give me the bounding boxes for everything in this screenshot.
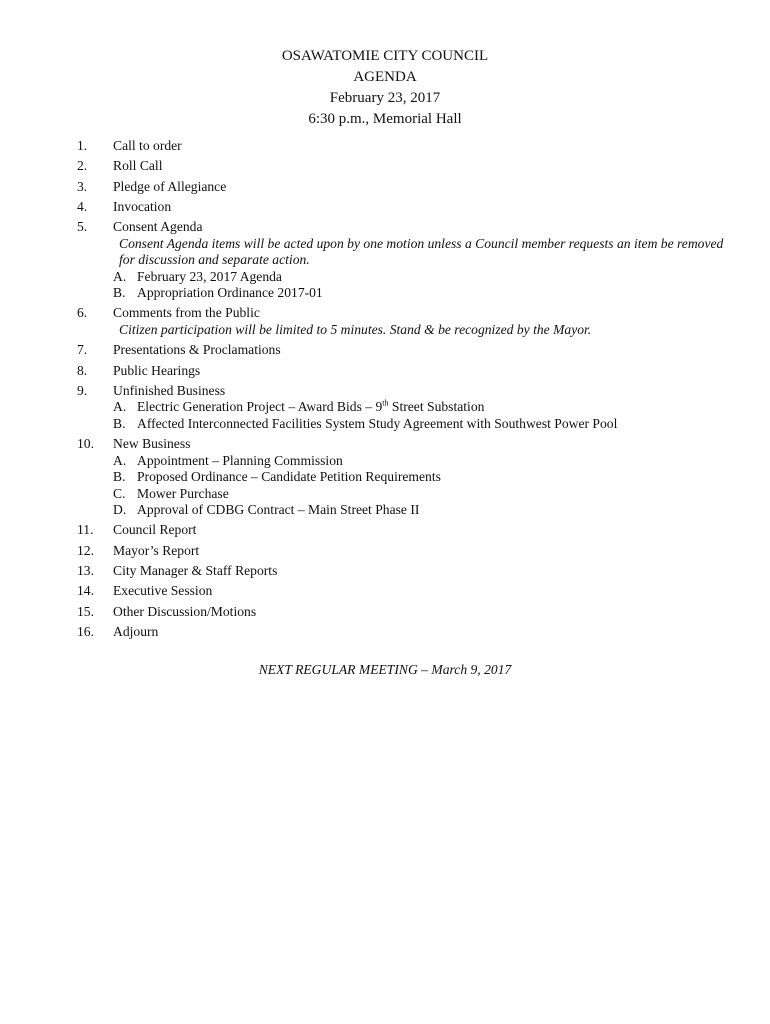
agenda-item-label: Executive Session — [113, 583, 213, 599]
agenda-list — [77, 138, 727, 644]
agenda-item-label: Adjourn — [113, 623, 159, 639]
agenda-item-label: Consent Agenda — [113, 219, 203, 235]
document-title: AGENDA — [353, 69, 417, 85]
agenda-item-label: New Business — [113, 436, 191, 452]
agenda-item-number: 9. — [77, 382, 88, 398]
agenda-item-number: 4. — [77, 198, 88, 214]
agenda-header — [0, 46, 770, 130]
agenda-item-label: Call to order — [113, 138, 182, 153]
agenda-subitem — [113, 416, 727, 433]
agenda-item-number: 5. — [77, 219, 88, 235]
agenda-subitem-text: Affected Interconnected Facilities System Study Agreement with Southwest Power Pool — [137, 415, 618, 431]
agenda-item — [77, 563, 727, 580]
agenda-item-label: Public Hearings — [113, 362, 201, 378]
agenda-item-label: City Manager & Staff Reports — [113, 563, 278, 579]
agenda-subitem-letter: C. — [113, 485, 126, 501]
agenda-item-label: Comments from the Public — [113, 305, 260, 321]
agenda-subitem — [113, 502, 727, 519]
agenda-subitem-text: February 23, 2017 Agenda — [137, 268, 282, 284]
agenda-item-number: 1. — [77, 138, 88, 153]
agenda-item-number: 16. — [77, 623, 94, 639]
agenda-subitem-text: Appropriation Ordinance 2017-01 — [137, 285, 323, 301]
agenda-subitem — [113, 285, 727, 302]
agenda-item — [77, 305, 727, 338]
agenda-subitem-letter: A. — [113, 268, 127, 284]
agenda-subitem-text: Approval of CDBG Contract – Main Street Phase II — [137, 502, 420, 518]
meeting-date: February 23, 2017 — [329, 90, 441, 106]
agenda-item — [77, 522, 727, 539]
agenda-item-number: 8. — [77, 362, 88, 378]
council-name: OSAWATOMIE CITY COUNCIL — [281, 48, 489, 64]
agenda-item-number: 3. — [77, 178, 88, 194]
agenda-subitem — [113, 269, 727, 286]
agenda-item — [77, 179, 727, 196]
agenda-subitem-text-after: Street Substation — [388, 399, 485, 415]
agenda-item-label: Other Discussion/Motions — [113, 603, 257, 619]
agenda-item-number: 6. — [77, 305, 88, 321]
agenda-item-number: 13. — [77, 563, 94, 579]
agenda-subitem-letter: A. — [113, 399, 127, 415]
agenda-item-number: 11. — [77, 522, 94, 538]
agenda-subitem — [113, 486, 727, 503]
agenda-item — [77, 199, 727, 216]
agenda-item — [77, 604, 727, 621]
agenda-subitem-text: Proposed Ordinance – Candidate Petition Requirements — [137, 469, 441, 485]
agenda-subitem-text: Mower Purchase — [137, 485, 229, 501]
agenda-item — [77, 436, 727, 519]
agenda-item-label: Council Report — [113, 522, 197, 538]
agenda-subitem-letter: B. — [113, 469, 126, 485]
agenda-subitem-text: Appointment – Planning Commission — [137, 452, 343, 468]
agenda-item-label: Unfinished Business — [113, 382, 226, 398]
agenda-subitem-letter: B. — [113, 415, 126, 431]
agenda-item-number: 10. — [77, 436, 94, 452]
next-meeting-note: NEXT REGULAR MEETING – March 9, 2017 — [258, 662, 512, 677]
agenda-item — [77, 363, 727, 380]
agenda-item — [77, 624, 727, 641]
agenda-item-number: 14. — [77, 583, 94, 599]
agenda-subitem-letter: B. — [113, 285, 126, 301]
agenda-subitem — [113, 399, 727, 416]
agenda-item-number: 15. — [77, 603, 94, 619]
agenda-subitem — [113, 453, 727, 470]
agenda-item — [77, 342, 727, 359]
agenda-subitem — [113, 469, 727, 486]
agenda-item — [77, 138, 727, 155]
agenda-item-label: Pledge of Allegiance — [113, 178, 227, 194]
agenda-item-number: 12. — [77, 542, 94, 558]
agenda-subitem-letter: A. — [113, 452, 127, 468]
agenda-item-note: Consent Agenda items will be acted upon by one motion unless a Council member requests an item be removed for discussion and separate action. — [119, 235, 724, 268]
agenda-subitem-text: Electric Generation Project – Award Bids – 9 — [137, 399, 383, 415]
ordinal-suffix: th — [382, 398, 389, 408]
meeting-time-location: 6:30 p.m., Memorial Hall — [308, 111, 462, 127]
agenda-item-label: Mayor’s Report — [113, 542, 200, 558]
agenda-subitem-letter: D. — [113, 502, 127, 518]
agenda-item — [77, 383, 727, 433]
agenda-item-label: Roll Call — [113, 158, 163, 174]
agenda-item-number: 7. — [77, 342, 88, 358]
agenda-item-note: Citizen participation will be limited to 5 minutes. Stand & be recognized by the Mayor. — [119, 321, 592, 337]
agenda-item — [77, 583, 727, 600]
agenda-item — [77, 219, 727, 302]
agenda-item — [77, 543, 727, 560]
agenda-item-label: Invocation — [113, 198, 172, 214]
agenda-item-number: 2. — [77, 158, 88, 174]
agenda-item-label: Presentations & Proclamations — [113, 342, 281, 358]
agenda-item — [77, 158, 727, 175]
